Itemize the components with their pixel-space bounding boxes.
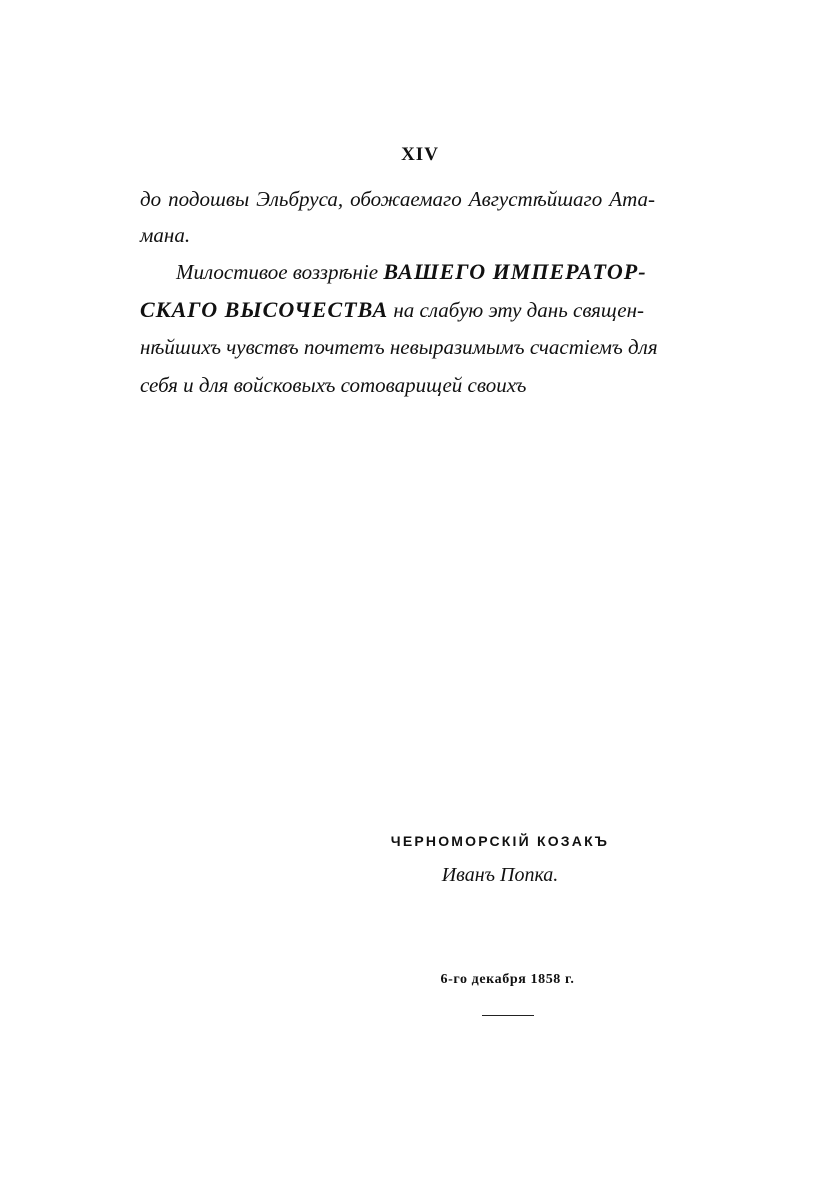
signature-name: Иванъ Попка. xyxy=(441,864,559,886)
body-line-4 xyxy=(140,297,644,323)
body-line-4-caps: СКАГО ВЫСОЧЕСТВА xyxy=(140,297,389,322)
body-line-4-text: на слабую эту дань священ- xyxy=(388,298,645,322)
signature-title: ЧЕРНОМОРСКІЙ КОЗАКЪ xyxy=(390,833,610,849)
body-line-3-caps: ВАШЕГО ИМПЕРАТОР- xyxy=(383,259,647,284)
date-line: 6-го декабря 1858 г. xyxy=(440,972,575,987)
body-line-2: мана. xyxy=(140,223,191,247)
body-line-3-text: Милостивое воззрѣніе xyxy=(176,260,384,284)
closing-rule xyxy=(482,1015,534,1016)
page-number: XIV xyxy=(401,144,439,165)
body-line-3 xyxy=(176,259,647,285)
body-line-6: себя и для войсковыхъ сотоварищей своихъ xyxy=(140,373,527,397)
body-line-5: нѣйшихъ чувствъ почтетъ невыразимымъ счастіемъ для xyxy=(140,335,658,359)
body-line-1: до подошвы Эльбруса, обожаемаго Августѣйшаго Ата- xyxy=(140,187,655,211)
